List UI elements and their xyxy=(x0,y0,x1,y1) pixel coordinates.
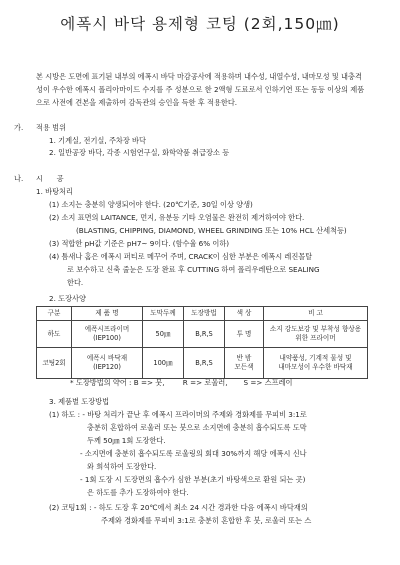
list-item: (3) 적합한 pH값 기준은 pH7~ 9이다. (함수율 6% 이하) xyxy=(49,239,230,248)
list-item: 은 하도를 추가 도장하여야 한다. xyxy=(87,488,189,497)
table-header: 도막두께 xyxy=(143,307,184,321)
table-header: 색 상 xyxy=(225,307,264,321)
table-cell: B,R,S xyxy=(184,348,225,379)
table-header: 제 품 명 xyxy=(72,307,143,321)
list-item: (2) 소지 표면의 LAITANCE, 먼지, 유분등 기타 오염물은 완전히 제거하여야 한다. xyxy=(49,213,305,222)
cell-line: 내마모성이 우수한 바닥재 xyxy=(278,363,353,371)
cell-line: 에폭시프라이머 xyxy=(84,325,130,333)
list-item: 한다. xyxy=(67,278,84,287)
list-item: 주제와 경화제를 무피비 3:1로 충분히 혼합한 후 붓, 로울러 또는 스 xyxy=(101,516,312,525)
table-cell: 하도 xyxy=(37,321,72,348)
cell-line: 내약품성, 기계적 물성 및 xyxy=(279,354,352,362)
cell-line: (IEP120) xyxy=(93,363,121,371)
intro-paragraph: 본 시방은 도면에 표기된 내부의 에폭시 바닥 마감공사에 적용하며 내수성, 내열수성, 내마모성 및 내충격성이 우수한 에폭시 폴리아마이드 수지를 주 성분으로 한 2액형 도료로서 인하기연 또는 동등 이상의 제품으로 사전에 견본을 제출하여 감독관의 승인을 득한 후 적용한다. xyxy=(36,72,365,107)
cell-line: 에폭시 바닥재 xyxy=(86,354,128,362)
table-cell: 50㎛ xyxy=(143,321,184,348)
list-item: - 소지면에 충분히 흡수되도록 로울링의 회대 30%까지 해당 에폭시 신나 xyxy=(80,449,307,458)
list-item: - 1회 도장 시 도장면의 흡수가 심한 부분(초기 바탕색으로 환원 되는 곳) xyxy=(80,475,306,484)
page-title: 에폭시 바닥 용제형 코팅 (2회,150㎛) xyxy=(60,15,340,33)
table-cell xyxy=(72,348,143,379)
table-cell xyxy=(264,348,368,379)
cell-line: (IEP100) xyxy=(93,334,121,342)
list-item: 충분히 혼합하여 로울러 또는 붓으로 소지면에 충분히 흡수되도록 도막 xyxy=(87,423,307,432)
legend-note: * 도장방법의 약어 : B => 붓, R => 로울러, S => 스프레이 xyxy=(70,378,293,387)
list-item: (1) 하도 : - 바탕 처리가 끝난 후 에폭시 프라이머의 주제와 경화제를 무피비 3:1로 xyxy=(49,410,307,419)
table-cell xyxy=(72,321,143,348)
list-item: (4) 틈새나 홈은 에폭시 퍼티로 메꾸어 주며, CRACK이 심한 부분은 에폭시 레진몰탈 xyxy=(49,252,313,261)
list-item: 1. 기계실, 전기실, 주차장 바닥 xyxy=(49,136,146,145)
cell-line: 반 밤 xyxy=(236,354,252,362)
list-item: 2. 일반공장 바닥, 각종 시험연구실, 화학약품 취급장소 등 xyxy=(49,148,230,157)
cell-line: 소지 강도보강 및 부착성 향상용 xyxy=(269,325,362,333)
cell-line: 위한 프라이머 xyxy=(295,334,336,342)
subsection-heading: 3. 제품별 도장방법 xyxy=(49,397,110,406)
subsection-heading: 1. 바탕처리 xyxy=(36,187,73,196)
table-cell: 코팅2회 xyxy=(37,348,72,379)
table-header: 구분 xyxy=(37,307,72,321)
table-cell: 투 명 xyxy=(225,321,264,348)
cell-line: 모든색 xyxy=(234,363,254,371)
table-cell xyxy=(264,321,368,348)
section-na-title: 시 공 xyxy=(36,174,64,183)
section-ga-label: 가. xyxy=(14,123,24,132)
list-item: (1) 소지는 충분히 양생되어야 한다. (20℃기준, 30일 이상 양생) xyxy=(49,200,253,209)
table-cell xyxy=(225,348,264,379)
list-item: 로 보수하고 신축 줄눈은 도장 완료 후 CUTTING 하여 폴리우레탄으로 SEALING xyxy=(67,265,320,274)
list-item: (BLASTING, CHIPPING, DIAMOND, WHEEL GRINDING 또는 10% HCL 산세척등) xyxy=(76,226,347,235)
table-row xyxy=(37,348,368,379)
table-row xyxy=(37,321,368,348)
list-item: 와 희석하여 도장한다. xyxy=(87,462,157,471)
list-item: 두께 50㎛ 1회 도장한다. xyxy=(87,436,166,445)
table-cell: 100㎛ xyxy=(143,348,184,379)
table-cell: B,R,S xyxy=(184,321,225,348)
section-ga-title: 적용 범위 xyxy=(36,123,67,132)
spec-table xyxy=(36,306,368,379)
table-header: 도장방법 xyxy=(184,307,225,321)
table-header-row xyxy=(37,307,368,321)
list-item: (2) 코팅1회 : - 하도 도장 후 20℃에서 최소 24 시간 경과한 다음 에폭시 바닥재의 xyxy=(49,503,308,512)
subsection-heading: 2. 도장사양 xyxy=(49,294,86,303)
table-header: 비 고 xyxy=(264,307,368,321)
section-na-label: 나. xyxy=(14,174,24,183)
